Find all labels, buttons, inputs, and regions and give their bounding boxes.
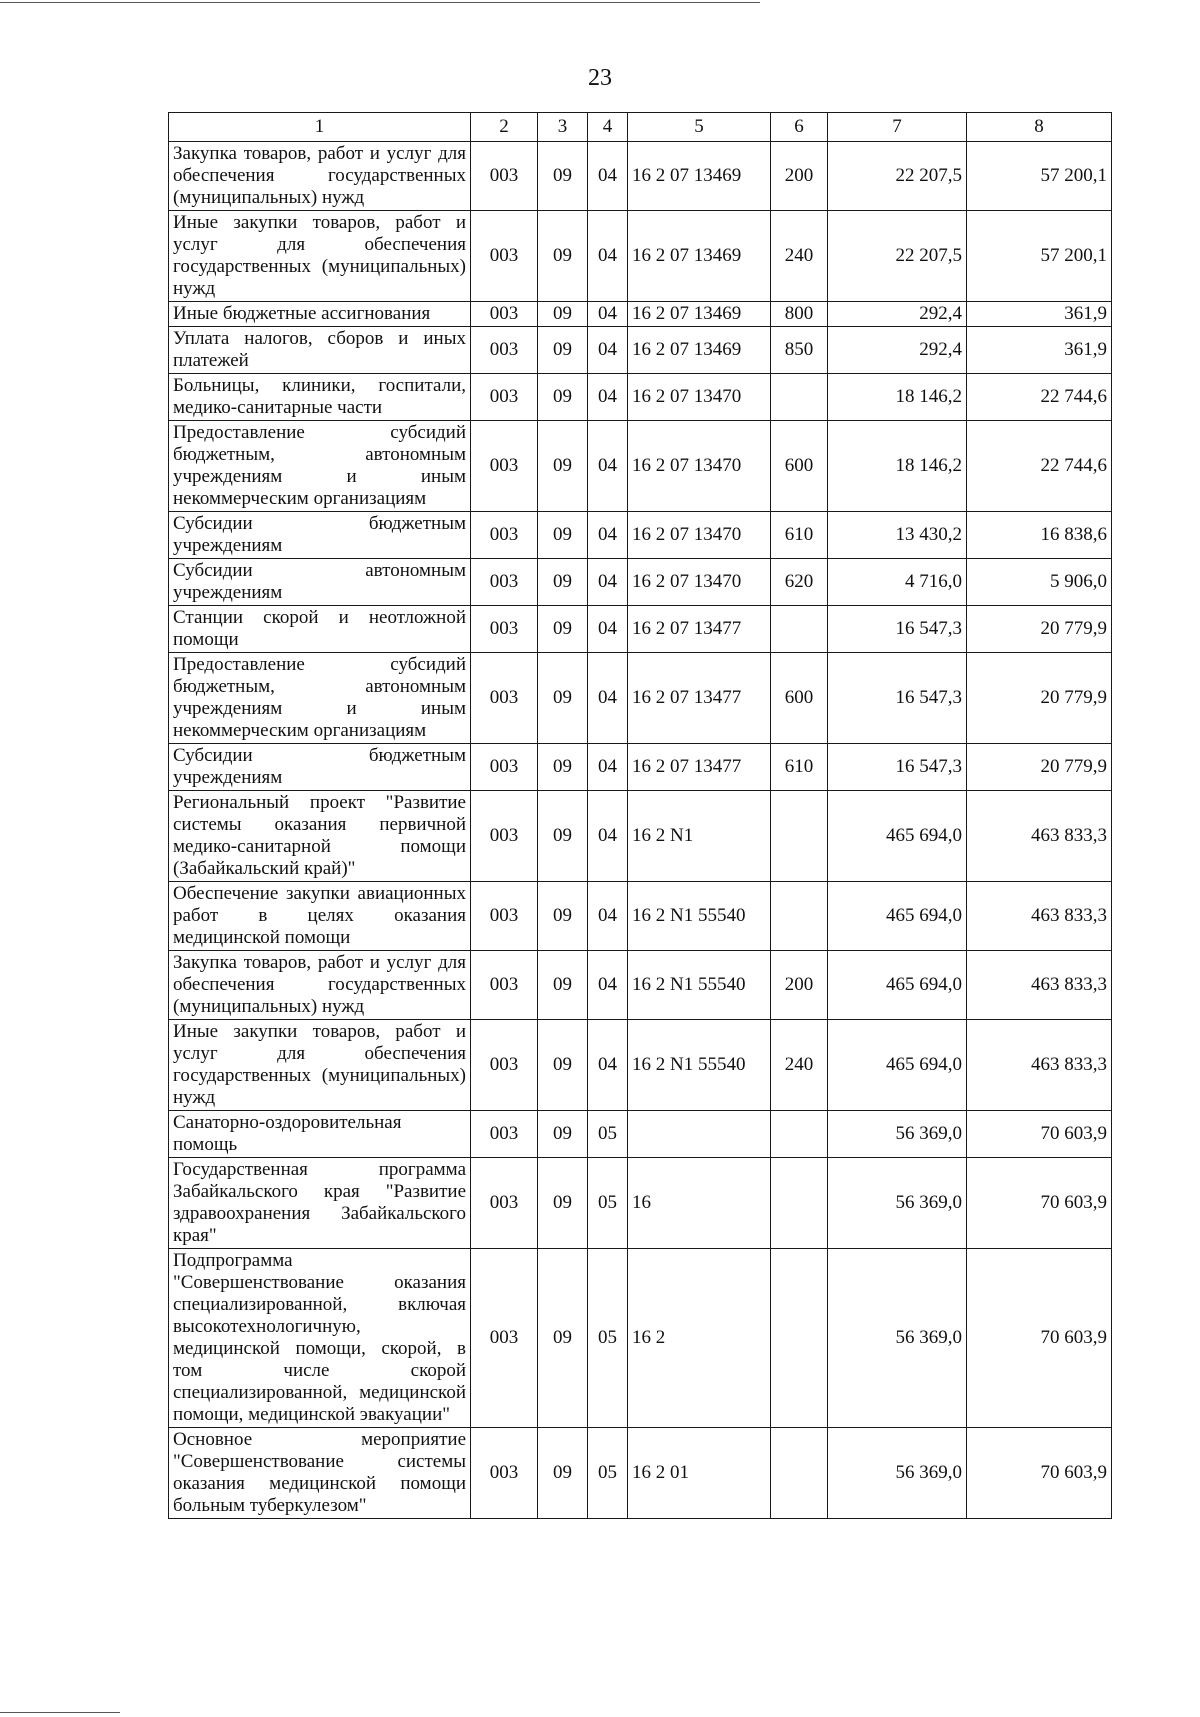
column-header-6: 6 [771, 113, 828, 142]
cell-target-article: 16 2 07 13469 [628, 211, 771, 302]
cell-amount-year-1: 292,4 [828, 302, 967, 327]
cell-target-article: 16 2 07 13470 [628, 421, 771, 512]
cell-ministry-code: 003 [471, 882, 538, 951]
cell-item-name: Закупка товаров, работ и услуг для обеспечения государственных (муниципальных) нужд [169, 142, 471, 211]
cell-ministry-code: 003 [471, 302, 538, 327]
cell-amount-year-1: 56 369,0 [828, 1158, 967, 1249]
cell-subsection-code: 04 [588, 951, 628, 1020]
cell-target-article: 16 2 07 13469 [628, 327, 771, 374]
cell-ministry-code: 003 [471, 606, 538, 653]
table-row [169, 559, 1112, 606]
cell-section-code: 09 [538, 882, 588, 951]
cell-item-name: Иные закупки товаров, работ и услуг для обеспечения государственных (муниципальных) нужд [169, 1020, 471, 1111]
cell-ministry-code: 003 [471, 1020, 538, 1111]
cell-item-name: Иные закупки товаров, работ и услуг для обеспечения государственных (муниципальных) нужд [169, 211, 471, 302]
cell-amount-year-2: 20 779,9 [967, 653, 1112, 744]
cell-amount-year-1: 56 369,0 [828, 1428, 967, 1519]
cell-amount-year-1: 465 694,0 [828, 1020, 967, 1111]
cell-section-code: 09 [538, 744, 588, 791]
page-number: 23 [588, 65, 612, 91]
cell-target-article: 16 2 07 13470 [628, 512, 771, 559]
cell-expense-type [771, 1111, 828, 1158]
cell-ministry-code: 003 [471, 142, 538, 211]
column-header-8: 8 [967, 113, 1112, 142]
cell-expense-type: 600 [771, 421, 828, 512]
cell-ministry-code: 003 [471, 1428, 538, 1519]
cell-amount-year-2: 57 200,1 [967, 211, 1112, 302]
cell-section-code: 09 [538, 374, 588, 421]
cell-amount-year-1: 16 547,3 [828, 653, 967, 744]
column-header-5: 5 [628, 113, 771, 142]
cell-target-article: 16 2 07 13469 [628, 142, 771, 211]
table-row [169, 512, 1112, 559]
cell-item-name: Региональный проект "Развитие системы оказания первичной медико-санитарной помощи (Забайкальский край)" [169, 791, 471, 882]
cell-subsection-code: 04 [588, 606, 628, 653]
cell-subsection-code: 04 [588, 421, 628, 512]
cell-item-name: Субсидии бюджетным учреждениям [169, 512, 471, 559]
cell-item-name: Субсидии автономным учреждениям [169, 559, 471, 606]
table-body [169, 142, 1112, 1519]
cell-item-name: Государственная программа Забайкальского края "Развитие здравоохранения Забайкальского края" [169, 1158, 471, 1249]
cell-item-name: Подпрограмма "Совершенствование оказания специализированной, включая высокотехнологичную, медицинской помощи, скорой, в том числе скорой специализированной, медицинской помощи, медицинской эвакуации" [169, 1249, 471, 1428]
table-row [169, 302, 1112, 327]
cell-item-name: Основное мероприятие "Совершенствование системы оказания медицинской помощи больным туберкулезом" [169, 1428, 471, 1519]
cell-subsection-code: 04 [588, 882, 628, 951]
cell-amount-year-1: 4 716,0 [828, 559, 967, 606]
column-header-2: 2 [471, 113, 538, 142]
cell-amount-year-2: 70 603,9 [967, 1111, 1112, 1158]
cell-item-name: Уплата налогов, сборов и иных платежей [169, 327, 471, 374]
cell-subsection-code: 04 [588, 559, 628, 606]
cell-ministry-code: 003 [471, 791, 538, 882]
cell-amount-year-1: 16 547,3 [828, 606, 967, 653]
budget-table [168, 112, 1112, 1519]
cell-amount-year-2: 22 744,6 [967, 421, 1112, 512]
cell-expense-type: 610 [771, 512, 828, 559]
cell-expense-type [771, 1249, 828, 1428]
cell-amount-year-2: 5 906,0 [967, 559, 1112, 606]
cell-amount-year-1: 465 694,0 [828, 791, 967, 882]
cell-amount-year-1: 18 146,2 [828, 421, 967, 512]
cell-amount-year-1: 22 207,5 [828, 142, 967, 211]
cell-target-article: 16 [628, 1158, 771, 1249]
cell-expense-type: 620 [771, 559, 828, 606]
cell-amount-year-2: 70 603,9 [967, 1249, 1112, 1428]
cell-amount-year-2: 22 744,6 [967, 374, 1112, 421]
cell-ministry-code: 003 [471, 653, 538, 744]
table-row [169, 142, 1112, 211]
cell-amount-year-2: 57 200,1 [967, 142, 1112, 211]
cell-ministry-code: 003 [471, 421, 538, 512]
cell-expense-type: 240 [771, 211, 828, 302]
table-row [169, 951, 1112, 1020]
cell-section-code: 09 [538, 1111, 588, 1158]
cell-target-article: 16 2 [628, 1249, 771, 1428]
cell-amount-year-2: 70 603,9 [967, 1428, 1112, 1519]
cell-expense-type [771, 374, 828, 421]
cell-section-code: 09 [538, 142, 588, 211]
cell-subsection-code: 05 [588, 1158, 628, 1249]
cell-amount-year-1: 465 694,0 [828, 951, 967, 1020]
column-header-1: 1 [169, 113, 471, 142]
cell-target-article: 16 2 07 13470 [628, 559, 771, 606]
cell-expense-type [771, 791, 828, 882]
cell-subsection-code: 04 [588, 653, 628, 744]
cell-ministry-code: 003 [471, 211, 538, 302]
cell-item-name: Субсидии бюджетным учреждениям [169, 744, 471, 791]
cell-ministry-code: 003 [471, 1158, 538, 1249]
cell-subsection-code: 04 [588, 512, 628, 559]
cell-target-article: 16 2 01 [628, 1428, 771, 1519]
table-row [169, 744, 1112, 791]
cell-amount-year-2: 463 833,3 [967, 951, 1112, 1020]
cell-ministry-code: 003 [471, 744, 538, 791]
cell-ministry-code: 003 [471, 559, 538, 606]
cell-section-code: 09 [538, 327, 588, 374]
cell-subsection-code: 05 [588, 1428, 628, 1519]
cell-item-name: Станции скорой и неотложной помощи [169, 606, 471, 653]
cell-amount-year-1: 18 146,2 [828, 374, 967, 421]
cell-section-code: 09 [538, 1428, 588, 1519]
table-row [169, 211, 1112, 302]
cell-section-code: 09 [538, 951, 588, 1020]
cell-amount-year-1: 16 547,3 [828, 744, 967, 791]
cell-subsection-code: 04 [588, 791, 628, 882]
cell-expense-type: 800 [771, 302, 828, 327]
cell-amount-year-2: 20 779,9 [967, 744, 1112, 791]
cell-expense-type [771, 1428, 828, 1519]
cell-item-name: Предоставление субсидий бюджетным, автономным учреждениям и иным некоммерческим организациям [169, 653, 471, 744]
cell-item-name: Санаторно-оздоровительная помощь [169, 1111, 471, 1158]
cell-amount-year-2: 361,9 [967, 302, 1112, 327]
cell-target-article: 16 2 07 13477 [628, 653, 771, 744]
bottom-scan-edge [0, 1712, 120, 1713]
cell-target-article: 16 2 07 13477 [628, 606, 771, 653]
cell-section-code: 09 [538, 559, 588, 606]
column-header-4: 4 [588, 113, 628, 142]
cell-expense-type [771, 1158, 828, 1249]
cell-subsection-code: 04 [588, 211, 628, 302]
table-row [169, 653, 1112, 744]
table-row [169, 1020, 1112, 1111]
cell-expense-type: 610 [771, 744, 828, 791]
cell-section-code: 09 [538, 653, 588, 744]
cell-subsection-code: 04 [588, 744, 628, 791]
cell-subsection-code: 04 [588, 302, 628, 327]
cell-ministry-code: 003 [471, 1249, 538, 1428]
cell-target-article: 16 2 N1 55540 [628, 882, 771, 951]
cell-ministry-code: 003 [471, 1111, 538, 1158]
cell-section-code: 09 [538, 211, 588, 302]
cell-ministry-code: 003 [471, 951, 538, 1020]
cell-item-name: Предоставление субсидий бюджетным, автономным учреждениям и иным некоммерческим организациям [169, 421, 471, 512]
cell-section-code: 09 [538, 1158, 588, 1249]
cell-subsection-code: 04 [588, 374, 628, 421]
cell-amount-year-1: 465 694,0 [828, 882, 967, 951]
table-row [169, 1111, 1112, 1158]
cell-target-article: 16 2 07 13477 [628, 744, 771, 791]
table-row [169, 882, 1112, 951]
cell-section-code: 09 [538, 1020, 588, 1111]
cell-target-article: 16 2 07 13469 [628, 302, 771, 327]
cell-amount-year-2: 463 833,3 [967, 882, 1112, 951]
cell-target-article [628, 1111, 771, 1158]
cell-amount-year-1: 13 430,2 [828, 512, 967, 559]
cell-item-name: Иные бюджетные ассигнования [169, 302, 471, 327]
table-row [169, 1428, 1112, 1519]
cell-expense-type: 200 [771, 142, 828, 211]
cell-ministry-code: 003 [471, 327, 538, 374]
cell-target-article: 16 2 07 13470 [628, 374, 771, 421]
cell-ministry-code: 003 [471, 512, 538, 559]
cell-amount-year-2: 463 833,3 [967, 791, 1112, 882]
cell-amount-year-2: 361,9 [967, 327, 1112, 374]
cell-expense-type: 200 [771, 951, 828, 1020]
cell-amount-year-2: 463 833,3 [967, 1020, 1112, 1111]
cell-amount-year-1: 56 369,0 [828, 1249, 967, 1428]
cell-section-code: 09 [538, 421, 588, 512]
cell-amount-year-2: 16 838,6 [967, 512, 1112, 559]
cell-expense-type: 850 [771, 327, 828, 374]
cell-expense-type: 600 [771, 653, 828, 744]
cell-subsection-code: 04 [588, 142, 628, 211]
cell-expense-type: 240 [771, 1020, 828, 1111]
cell-amount-year-1: 56 369,0 [828, 1111, 967, 1158]
cell-ministry-code: 003 [471, 374, 538, 421]
cell-section-code: 09 [538, 791, 588, 882]
cell-target-article: 16 2 N1 55540 [628, 1020, 771, 1111]
table-row [169, 421, 1112, 512]
cell-subsection-code: 05 [588, 1111, 628, 1158]
table-row [169, 327, 1112, 374]
cell-expense-type [771, 882, 828, 951]
table-row [169, 1249, 1112, 1428]
cell-section-code: 09 [538, 1249, 588, 1428]
column-header-3: 3 [538, 113, 588, 142]
cell-target-article: 16 2 N1 55540 [628, 951, 771, 1020]
cell-section-code: 09 [538, 302, 588, 327]
cell-amount-year-2: 70 603,9 [967, 1158, 1112, 1249]
cell-amount-year-1: 22 207,5 [828, 211, 967, 302]
cell-section-code: 09 [538, 606, 588, 653]
cell-subsection-code: 05 [588, 1249, 628, 1428]
table-row [169, 374, 1112, 421]
header-row [169, 113, 1112, 142]
column-header-7: 7 [828, 113, 967, 142]
cell-section-code: 09 [538, 512, 588, 559]
cell-item-name: Больницы, клиники, госпитали, медико-санитарные части [169, 374, 471, 421]
cell-subsection-code: 04 [588, 1020, 628, 1111]
cell-amount-year-1: 292,4 [828, 327, 967, 374]
cell-item-name: Закупка товаров, работ и услуг для обеспечения государственных (муниципальных) нужд [169, 951, 471, 1020]
table-row [169, 606, 1112, 653]
cell-item-name: Обеспечение закупки авиационных работ в целях оказания медицинской помощи [169, 882, 471, 951]
cell-amount-year-2: 20 779,9 [967, 606, 1112, 653]
top-scan-edge [0, 2, 760, 3]
table-row [169, 1158, 1112, 1249]
cell-subsection-code: 04 [588, 327, 628, 374]
cell-expense-type [771, 606, 828, 653]
table-row [169, 791, 1112, 882]
cell-target-article: 16 2 N1 [628, 791, 771, 882]
